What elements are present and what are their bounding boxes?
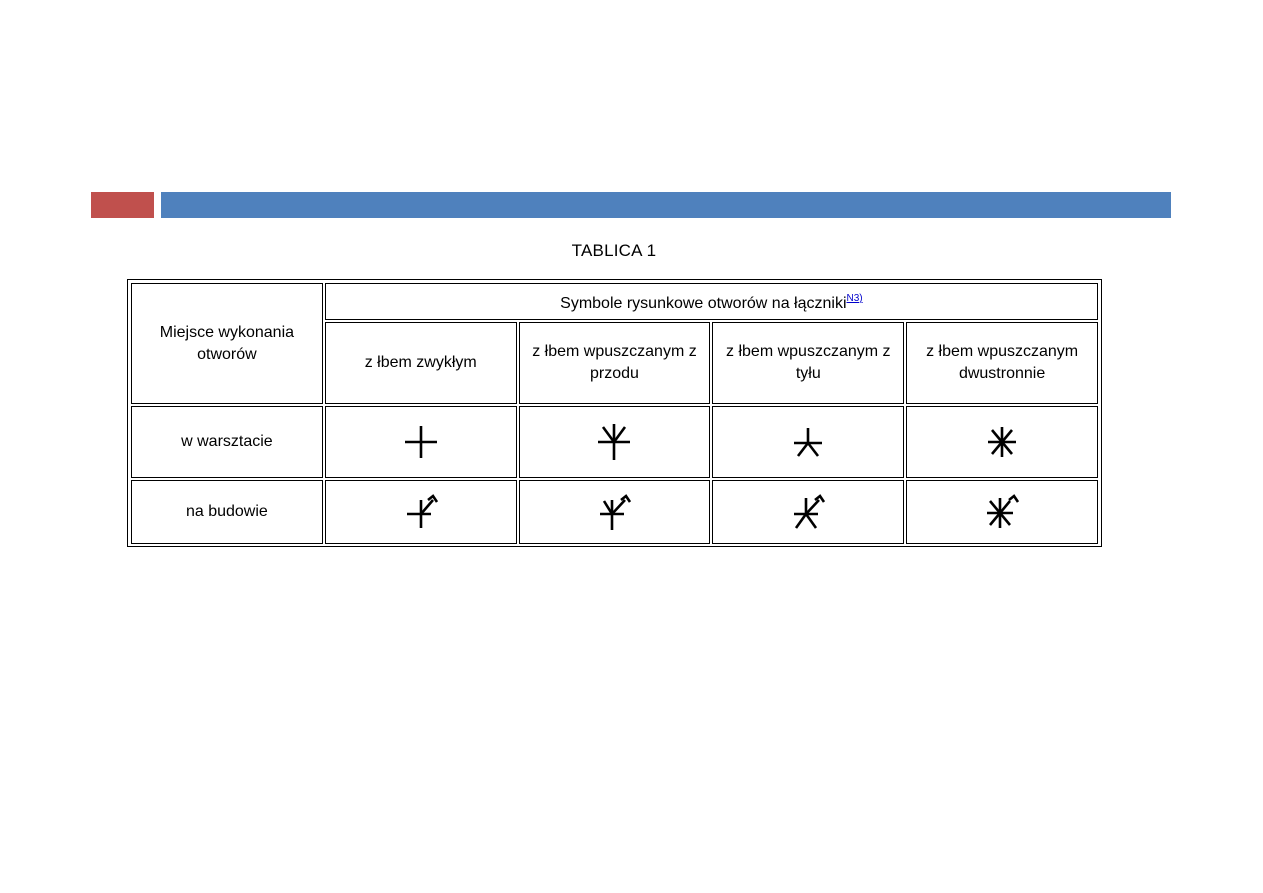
row-label-cell: [131, 406, 323, 478]
symbol-cell: [906, 480, 1098, 544]
column-header: [906, 322, 1098, 404]
front-countersunk-symbol-icon: [594, 422, 634, 462]
row-label: na budowie: [185, 503, 268, 520]
rear-countersunk-site-symbol-icon: [788, 492, 828, 532]
symbol-cell: [519, 480, 711, 544]
row-header-text: Miejsce wykonania otworów: [159, 323, 295, 363]
symbol-cell: [906, 406, 1098, 478]
double-countersunk-site-symbol-icon: [982, 492, 1022, 532]
double-countersunk-symbol-icon: [982, 422, 1022, 462]
column-header: [519, 322, 711, 404]
row-header-cell: [131, 283, 323, 404]
front-countersunk-site-symbol-icon: [594, 492, 634, 532]
symbol-cell: [712, 480, 904, 544]
column-header-text: z łbem zwykłym: [364, 354, 477, 371]
table-header-row: [131, 283, 1098, 320]
footnote-link[interactable]: N3): [846, 293, 863, 304]
symbol-cell: [325, 406, 517, 478]
column-header-text: z łbem wpuszczanym dwustronnie: [926, 343, 1079, 382]
column-header: [712, 322, 904, 404]
row-label-cell: [131, 480, 323, 544]
accent-bar-red: [91, 192, 154, 218]
symbols-table-frame: [127, 279, 1102, 547]
symbols-table: [129, 281, 1100, 546]
group-header-cell: [325, 283, 1098, 320]
column-header-text: z łbem wpuszczanym z tyłu: [726, 343, 891, 382]
symbol-cell: [519, 406, 711, 478]
table-row: [131, 480, 1098, 544]
group-header-text: Symbole rysunkowe otworów na łączniki: [560, 295, 847, 312]
symbol-cell: [325, 480, 517, 544]
symbol-cell: [712, 406, 904, 478]
accent-bar-blue: [161, 192, 1171, 218]
table-row: [131, 406, 1098, 478]
plain-hole-symbol-icon: [401, 422, 441, 462]
row-label: w warsztacie: [181, 433, 273, 450]
table-caption: TABLICA 1: [571, 241, 657, 260]
rear-countersunk-symbol-icon: [788, 422, 828, 462]
plain-hole-site-symbol-icon: [401, 492, 441, 532]
column-header-text: z łbem wpuszczanym z przodu: [532, 343, 697, 382]
column-header: [325, 322, 517, 404]
